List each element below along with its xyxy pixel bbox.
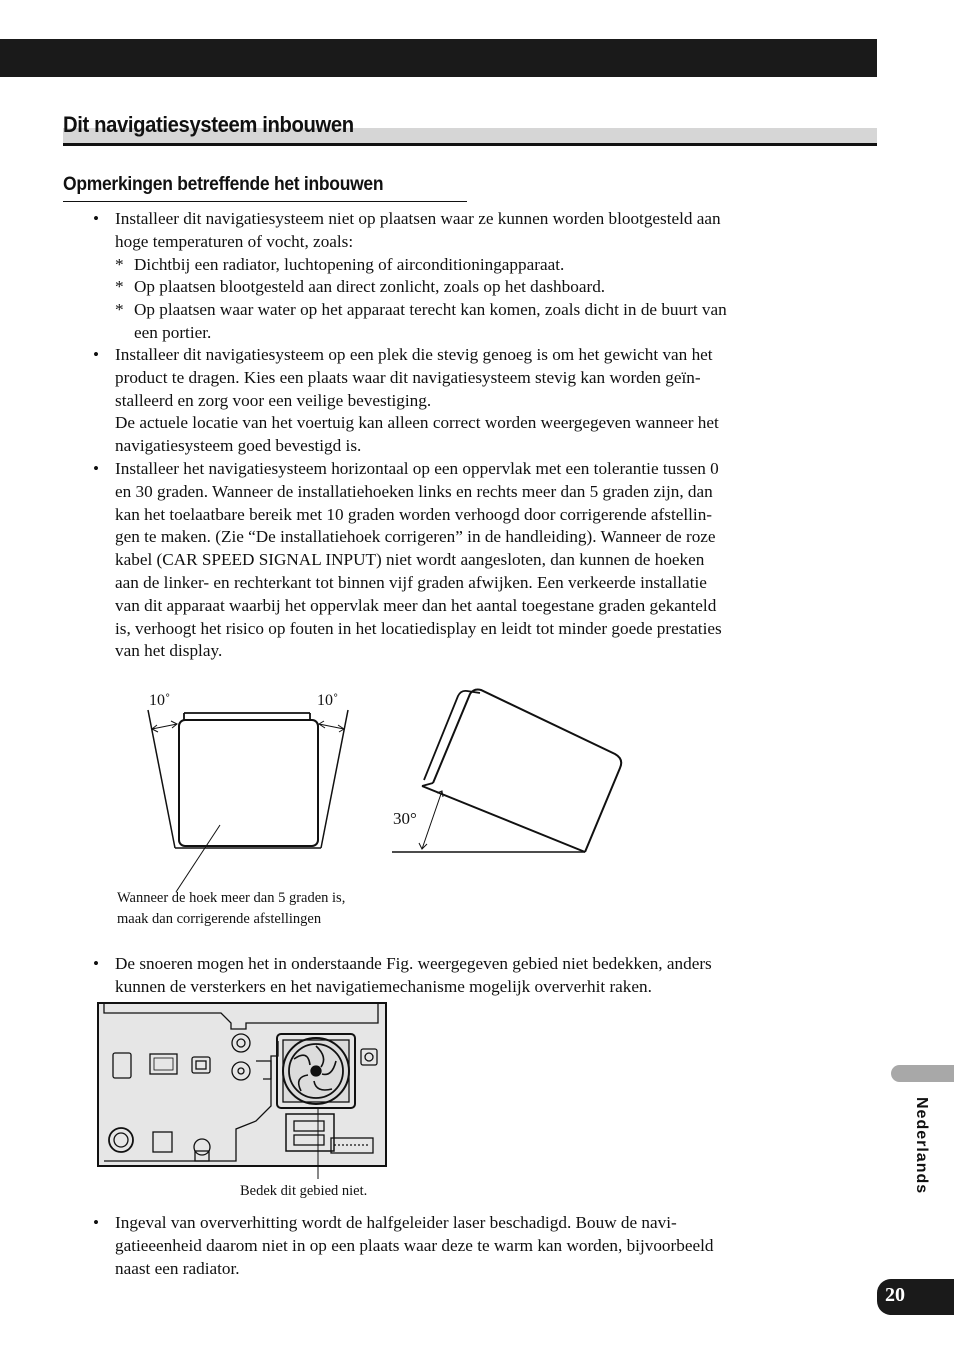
text-line: van dit apparaat waarbij het oppervlak meer dan het aantal toegestane graden gekanteld <box>115 595 717 615</box>
figure-caption <box>117 888 345 930</box>
text-line: gen te maken. (Zie “De installatiehoek corrigeren” in de handleiding). Wanneer de roze <box>115 527 716 547</box>
language-label: Nederlands <box>913 1097 930 1195</box>
text-line: gatieeenheid daarom niet in op een plaats waar deze te warm kan worden, bijvoorbeeld <box>115 1235 714 1255</box>
bullet-symbol: • <box>93 209 100 228</box>
angle-label-right: 10˚ <box>317 692 339 709</box>
sub-item <box>115 276 853 299</box>
page-title: Dit navigatiesysteem inbouwen <box>63 112 354 137</box>
text-line: is, verhoogt het risico op fouten in het locatiedisplay en leidt tot minder goede prestaties <box>115 618 722 638</box>
text-line: hoge temperaturen of vocht, zoals: <box>115 231 354 251</box>
angle-label-left: 10˚ <box>149 692 171 709</box>
language-tab <box>891 1065 954 1082</box>
text-line: een portier. <box>134 322 212 342</box>
angle-label-tilt: 30° <box>393 809 417 828</box>
header-bar <box>0 39 877 77</box>
list-item <box>93 344 853 458</box>
text-line: De actuele locatie van het voertuig kan alleen correct worden weergegeven wanneer het <box>115 413 719 433</box>
text-line: stalleerd en zorg voor een veilige bevestiging. <box>115 390 432 410</box>
rear-panel-diagram <box>96 1001 390 1191</box>
text-line: Op plaatsen blootgesteld aan direct zonlicht, zoals op het dashboard. <box>134 277 606 297</box>
list-item <box>93 953 853 999</box>
bullet-symbol: • <box>93 1213 100 1232</box>
subsection-rule <box>63 201 467 202</box>
list-item <box>93 458 853 663</box>
figure-caption: Bedek dit gebied niet. <box>240 1183 368 1199</box>
asterisk: * <box>115 300 124 320</box>
asterisk: * <box>115 254 124 274</box>
caption-line: maak dan corrigerende afstellingen <box>117 911 322 927</box>
text-line: Installeer het navigatiesysteem horizontaal op een oppervlak met een tolerantie tussen 0 <box>115 459 719 478</box>
caption-line: Wanneer de hoek meer dan 5 graden is, <box>117 890 346 906</box>
text-line: en 30 graden. Wanneer de installatiehoeken links en rechts meer dan 5 graden zijn, dan <box>115 481 713 501</box>
bullet-symbol: • <box>93 345 100 364</box>
text-line: van het display. <box>115 641 223 661</box>
text-line: aan de linker- en rechterkant tot binnen vijf graden afwijken. Een verkeerde installatie <box>115 572 707 592</box>
text-line: naast een radiator. <box>115 1258 240 1278</box>
text-line: navigatiesysteem goed bevestigd is. <box>115 436 362 456</box>
text-line: Installeer dit navigatiesysteem niet op plaatsen waar ze kunnen worden blootgesteld aan <box>115 209 721 228</box>
text-line: kan het toelaatbare bereik met 10 graden worden verhoogd door corrigerende afstellin- <box>115 504 713 524</box>
text-line: kunnen de versterkers en het navigatiemechanisme mogelijk oververhit raken. <box>115 976 652 996</box>
text-line: Ingeval van oververhitting wordt de halfgeleider laser beschadigd. Bouw de navi- <box>115 1213 677 1232</box>
text-line: product te dragen. Kies een plaats waar dit navigatiesysteem stevig kan worden geïn- <box>115 367 701 387</box>
section-heading <box>63 112 877 146</box>
text-line: Op plaatsen waar water op het apparaat terecht kan komen, zoals dicht in de buurt van <box>134 300 727 320</box>
bullet-symbol: • <box>93 954 100 973</box>
page-number: 20 <box>885 1284 905 1306</box>
text-line: Dichtbij een radiator, luchtopening of airconditioningapparaat. <box>134 254 565 274</box>
asterisk: * <box>115 277 124 297</box>
sub-item <box>115 299 853 345</box>
text-line: kabel (CAR SPEED SIGNAL INPUT) niet wordt aangesloten, dan kunnen de hoeken <box>115 550 705 570</box>
list-item <box>93 208 853 345</box>
text-line: De snoeren mogen het in onderstaande Fig. weergegeven gebied niet bedekken, anders <box>115 954 712 973</box>
text-line: Installeer dit navigatiesysteem op een plek die stevig genoeg is om het gewicht van het <box>115 345 713 364</box>
subsection-title: Opmerkingen betreffende het inbouwen <box>63 174 384 195</box>
list-item <box>93 1212 853 1280</box>
bullet-symbol: • <box>93 459 100 478</box>
sub-item <box>115 254 853 277</box>
